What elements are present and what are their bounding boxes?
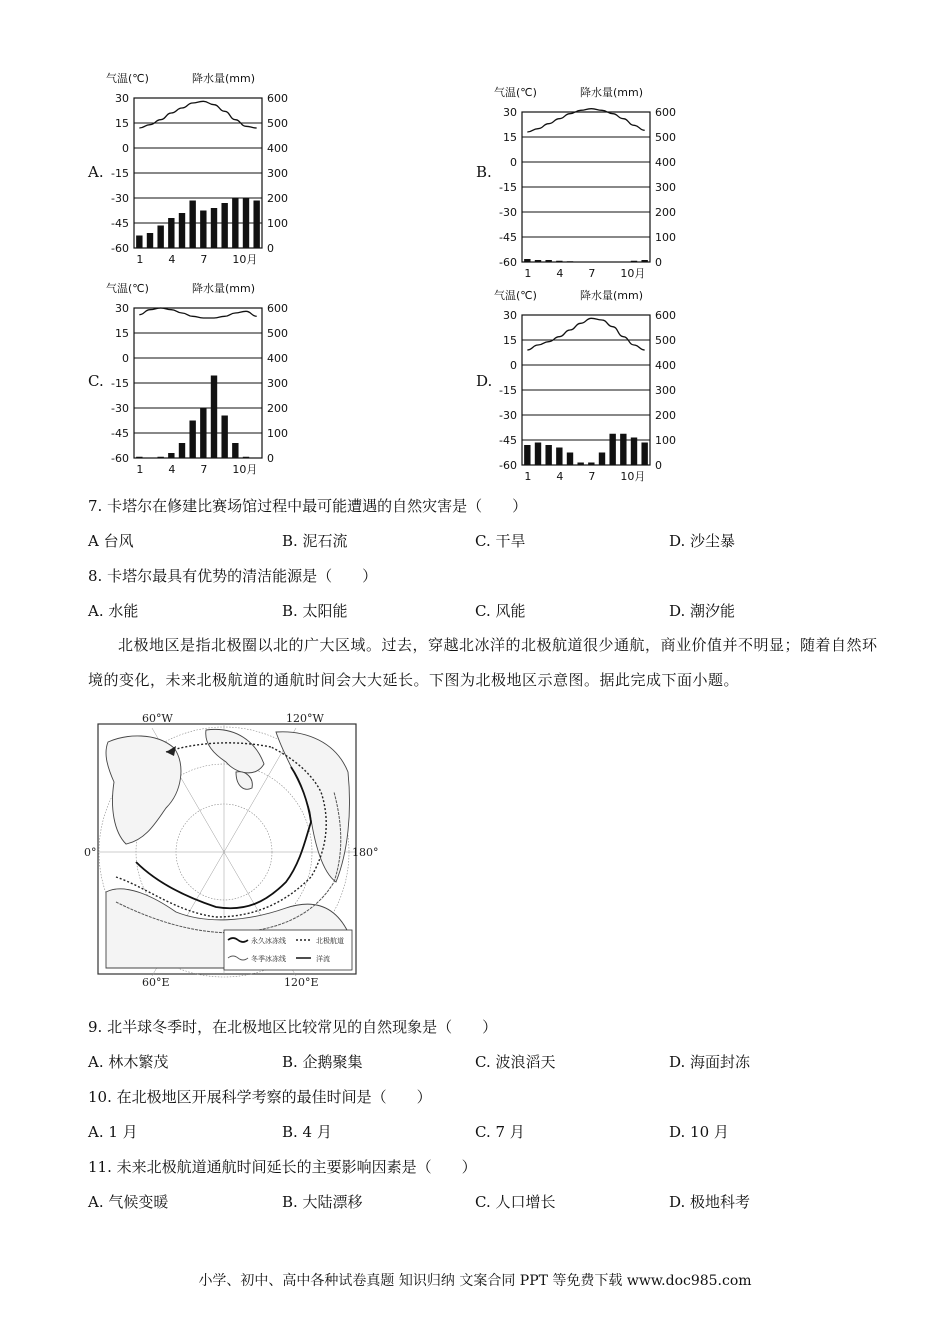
chart-a-precip-tick: 300 [267, 167, 288, 180]
chart-b-precip-tick: 400 [655, 156, 676, 169]
chart-b-month-tick: 4 [556, 267, 564, 280]
chart-b-month-tick: 10月 [620, 267, 646, 280]
chart-c-temp-tick: 15 [115, 327, 129, 340]
chart-c-temp-tick: -30 [111, 402, 129, 415]
q7-option-b[interactable]: B. 泥石流 [282, 532, 348, 550]
chart-c-precip-bar [221, 416, 227, 459]
legend-current: 洋流 [316, 955, 330, 963]
map-label-120e: 120°E [284, 976, 319, 989]
chart-c-month-tick: 1 [136, 463, 144, 476]
chart-d-precip-tick: 0 [655, 459, 662, 472]
chart-d-precip-bar [609, 434, 615, 465]
chart-b-temp-tick: -60 [499, 256, 517, 269]
chart-d-precip-bar [567, 453, 573, 466]
chart-d-month-tick: 4 [556, 470, 564, 483]
chart-b-letter: B. [476, 163, 492, 181]
chart-d-temp-tick: 30 [503, 309, 517, 322]
question-7: 7. 卡塔尔在修建比赛场馆过程中最可能遭遇的自然灾害是（ ） [88, 497, 528, 515]
chart-c-precip-bar [136, 457, 142, 458]
chart-d-precip-bar [641, 443, 647, 466]
q11-option-b[interactable]: B. 大陆漂移 [282, 1193, 363, 1211]
chart-a-precip-bar [200, 211, 206, 249]
chart-a-month-tick: 1 [136, 253, 144, 266]
chart-b-precip-bar [641, 260, 647, 262]
q8-option-a[interactable]: A. 水能 [88, 602, 139, 620]
chart-d-temp-tick: -60 [499, 459, 517, 472]
chart-c-precip-tick: 100 [267, 427, 288, 440]
chart-c-precip-tick: 500 [267, 327, 288, 340]
chart-a-precip-bar [253, 201, 259, 249]
chart-d-precip-tick: 100 [655, 434, 676, 447]
q8-option-c[interactable]: C. 风能 [475, 602, 526, 620]
chart-b-temp-tick: -15 [499, 181, 517, 194]
chart-c-precip-bar [168, 453, 174, 458]
q10-option-b[interactable]: B. 4 月 [282, 1123, 332, 1141]
legend-permanent-ice: 永久冰冻线 [251, 937, 286, 945]
chart-b-precip-bar [567, 261, 573, 262]
chart-b-precip-bar [535, 260, 541, 262]
chart-a-precip-bar [189, 201, 195, 249]
chart-d-precip-bar [599, 453, 605, 466]
q8-option-b[interactable]: B. 太阳能 [282, 602, 348, 620]
chart-d-precip-tick: 500 [655, 334, 676, 347]
chart-c-month-tick: 7 [200, 463, 208, 476]
chart-c-precip-bar [211, 376, 217, 459]
chart-d-temp-tick: 0 [510, 359, 517, 372]
climate-chart-a [100, 70, 290, 274]
chart-b-precip-bar [631, 261, 637, 262]
map-label-180: 180° [352, 846, 379, 859]
chart-b-precip-bar [620, 262, 626, 263]
chart-d-precip-bar [620, 434, 626, 465]
chart-a-temp-label: 气温(℃) [106, 72, 149, 85]
chart-c-precip-tick: 600 [267, 302, 288, 315]
chart-a-precip-bar [147, 233, 153, 248]
chart-a-precip-bar [221, 203, 227, 248]
q11-option-a[interactable]: A. 气候变暖 [88, 1193, 169, 1211]
q9-option-b[interactable]: B. 企鹅聚集 [282, 1053, 363, 1071]
q8-option-d[interactable]: D. 潮汐能 [669, 602, 736, 620]
chart-a-letter: A. [88, 163, 104, 181]
chart-b-month-tick: 1 [524, 267, 532, 280]
chart-a-precip-tick: 200 [267, 192, 288, 205]
chart-b-temp-tick: -30 [499, 206, 517, 219]
chart-c-precip-tick: 0 [267, 452, 274, 465]
chart-c-temp-line [139, 308, 256, 318]
chart-a-temp-tick: 0 [122, 142, 129, 155]
chart-b-temp-tick: 15 [503, 131, 517, 144]
chart-d-precip-bar [524, 445, 530, 465]
q9-option-a[interactable]: A. 林木繁茂 [88, 1053, 169, 1071]
chart-d-letter: D. [476, 372, 493, 390]
chart-d-temp-tick: 15 [503, 334, 517, 347]
chart-d-month-tick: 10月 [620, 470, 646, 483]
question-10: 10. 在北极地区开展科学考察的最佳时间是（ ） [88, 1088, 432, 1106]
chart-d-temp-label: 气温(℃) [494, 289, 537, 302]
chart-a-precip-bar [136, 236, 142, 249]
chart-c-month-tick: 4 [168, 463, 176, 476]
q9-option-c[interactable]: C. 波浪滔天 [475, 1053, 556, 1071]
chart-d-temp-tick: -15 [499, 384, 517, 397]
chart-a-precip-bar [179, 213, 185, 248]
chart-c-precip-label: 降水量(mm) [192, 282, 256, 295]
question-11: 11. 未来北极航道通航时间延长的主要影响因素是（ ） [88, 1158, 477, 1176]
chart-b-precip-tick: 0 [655, 256, 662, 269]
chart-a-precip-tick: 400 [267, 142, 288, 155]
chart-b-precip-label: 降水量(mm) [580, 86, 644, 99]
chart-b-precip-tick: 300 [655, 181, 676, 194]
chart-c-month-tick: 10月 [232, 463, 258, 476]
chart-d-precip-bar [577, 463, 583, 466]
chart-a-temp-line [139, 101, 256, 128]
chart-a-temp-tick: -60 [111, 242, 129, 255]
chart-a-precip-bar [157, 226, 163, 249]
q10-option-a[interactable]: A. 1 月 [88, 1123, 138, 1141]
chart-a-precip-tick: 100 [267, 217, 288, 230]
q7-option-c[interactable]: C. 干旱 [475, 532, 526, 550]
map-label-60w: 60°W [142, 712, 173, 725]
chart-d-precip-tick: 200 [655, 409, 676, 422]
chart-c-precip-bar [189, 421, 195, 459]
question-8: 8. 卡塔尔最具有优势的清洁能源是（ ） [88, 567, 378, 585]
arctic-map [84, 712, 379, 992]
map-label-120w: 120°W [286, 712, 324, 725]
map-label-60e: 60°E [142, 976, 170, 989]
chart-a-month-tick: 4 [168, 253, 176, 266]
chart-c-precip-bar [200, 408, 206, 458]
chart-d-precip-tick: 300 [655, 384, 676, 397]
chart-b-temp-tick: 30 [503, 106, 517, 119]
chart-b-precip-tick: 600 [655, 106, 676, 119]
chart-a-temp-tick: -15 [111, 167, 129, 180]
chart-c-precip-tick: 200 [267, 402, 288, 415]
q7-option-d[interactable]: D. 沙尘暴 [669, 532, 736, 550]
chart-a-month-tick: 7 [200, 253, 208, 266]
chart-d-month-tick: 1 [524, 470, 532, 483]
climate-chart-c [100, 280, 290, 484]
q11-option-c[interactable]: C. 人口增长 [475, 1193, 556, 1211]
legend-route: 北极航道 [316, 937, 344, 945]
chart-c-letter: C. [88, 372, 104, 390]
chart-a-precip-tick: 0 [267, 242, 274, 255]
chart-d-temp-tick: -45 [499, 434, 517, 447]
chart-b-temp-label: 气温(℃) [494, 86, 537, 99]
q10-option-d[interactable]: D. 10 月 [669, 1123, 729, 1141]
climate-chart-d [488, 287, 678, 491]
chart-d-month-tick: 7 [588, 470, 596, 483]
legend-winter-ice: 冬季冰冻线 [251, 955, 286, 963]
chart-c-temp-tick: 0 [122, 352, 129, 365]
chart-a-precip-bar [243, 198, 249, 248]
chart-b-precip-bar [556, 261, 562, 262]
chart-b-temp-tick: -45 [499, 231, 517, 244]
chart-b-precip-bar [524, 259, 530, 262]
chart-d-temp-tick: -30 [499, 409, 517, 422]
chart-c-temp-tick: -15 [111, 377, 129, 390]
chart-d-precip-bar [545, 445, 551, 465]
chart-c-precip-bar [243, 457, 249, 458]
chart-c-temp-tick: -45 [111, 427, 129, 440]
chart-b-temp-tick: 0 [510, 156, 517, 169]
passage: 北极地区是指北极圈以北的广大区域。过去，穿越北冰洋的北极航道很少通航，商业价值并不明显；随着自然环境的变化，未来北极航道的通航时间会大大延长。下图为北极地区示意图。据此完成下面小题。 [88, 636, 878, 689]
chart-a-temp-tick: -45 [111, 217, 129, 230]
chart-a-temp-tick: -30 [111, 192, 129, 205]
chart-a-precip-tick: 500 [267, 117, 288, 130]
q11-option-d[interactable]: D. 极地科考 [669, 1193, 751, 1211]
chart-c-temp-tick: -60 [111, 452, 129, 465]
chart-d-precip-label: 降水量(mm) [580, 289, 644, 302]
chart-a-precip-bar [232, 198, 238, 248]
q9-option-d[interactable]: D. 海面封冻 [669, 1053, 751, 1071]
chart-c-temp-label: 气温(℃) [106, 282, 149, 295]
chart-d-precip-tick: 600 [655, 309, 676, 322]
map-label-0: 0° [84, 846, 97, 859]
chart-c-precip-bar [232, 443, 238, 458]
chart-d-precip-tick: 400 [655, 359, 676, 372]
chart-c-precip-tick: 300 [267, 377, 288, 390]
chart-c-precip-bar [157, 457, 163, 458]
chart-b-precip-bar [545, 260, 551, 262]
chart-a-precip-bar [168, 218, 174, 248]
climate-chart-b [488, 84, 678, 288]
q7-option-a[interactable]: A 台风 [88, 532, 134, 550]
chart-a-precip-label: 降水量(mm) [192, 72, 256, 85]
chart-d-precip-bar [631, 438, 637, 466]
chart-b-month-tick: 7 [588, 267, 596, 280]
chart-d-temp-line [527, 318, 644, 350]
chart-a-month-tick: 10月 [232, 253, 258, 266]
chart-b-precip-tick: 100 [655, 231, 676, 244]
chart-c-precip-bar [179, 443, 185, 458]
question-9: 9. 北半球冬季时，在北极地区比较常见的自然现象是（ ） [88, 1018, 498, 1036]
chart-c-temp-tick: 30 [115, 302, 129, 315]
chart-b-precip-tick: 200 [655, 206, 676, 219]
chart-c-precip-tick: 400 [267, 352, 288, 365]
chart-a-precip-bar [211, 208, 217, 248]
page-footer: 小学、初中、高中各种试卷真题 知识归纳 文案合同 PPT 等免费下载 www.doc985.com [198, 1273, 752, 1289]
q10-option-c[interactable]: C. 7 月 [475, 1123, 525, 1141]
chart-d-precip-bar [535, 443, 541, 466]
chart-d-precip-bar [556, 448, 562, 466]
chart-b-precip-tick: 500 [655, 131, 676, 144]
chart-d-precip-bar [588, 463, 594, 466]
chart-a-temp-tick: 30 [115, 92, 129, 105]
chart-a-temp-tick: 15 [115, 117, 129, 130]
chart-a-precip-tick: 600 [267, 92, 288, 105]
map-legend [224, 930, 352, 970]
